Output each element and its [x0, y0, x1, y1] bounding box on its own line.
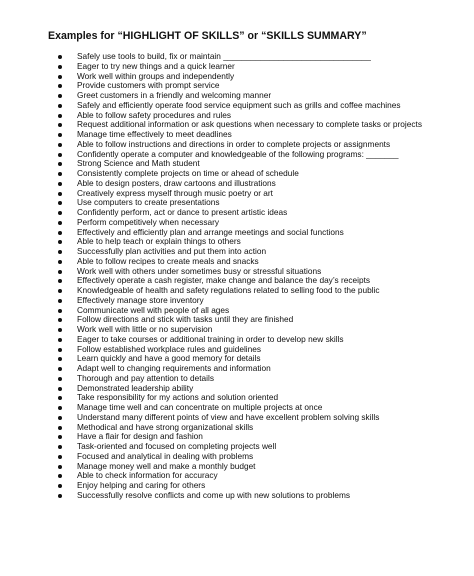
skill-text: Work well with little or no supervision: [77, 324, 213, 334]
bullet-icon: [58, 318, 62, 322]
skill-text: Able to follow recipes to create meals and snacks: [77, 255, 259, 266]
skill-text: Take responsibility for my actions and solution oriented: [77, 392, 279, 403]
bullet-icon: [58, 377, 62, 381]
bullet-icon: [58, 328, 62, 332]
bullet-icon: [58, 299, 62, 303]
skill-text: Creatively express myself through music poetry or art: [77, 187, 273, 198]
skill-text: Effectively manage store inventory: [77, 294, 204, 305]
skill-text: Work well within groups and independently: [77, 70, 235, 81]
bullet-icon: [58, 396, 62, 400]
skill-text: Confidently perform, act or dance to present artistic ideas: [77, 207, 288, 217]
skill-text: Manage money well and make a monthly budget: [77, 460, 256, 471]
skill-text: Successfully plan activities and put them into action: [77, 246, 267, 256]
bullet-icon: [58, 75, 62, 79]
bullet-icon: [58, 104, 62, 108]
skill-text: Consistently complete projects on time or ahead of schedule: [77, 168, 299, 178]
skill-text: Adapt well to changing requirements and information: [77, 363, 271, 373]
skill-text: Successfully resolve conflicts and come up with new solutions to problems: [77, 489, 351, 500]
skill-text: Learn quickly and have a good memory for details: [77, 353, 261, 364]
bullet-icon: [58, 465, 62, 469]
bullet-icon: [58, 348, 62, 352]
bullet-icon: [58, 406, 62, 410]
bullet-icon: [58, 114, 62, 118]
skill-text: Have a flair for design and fashion: [77, 431, 203, 442]
bullet-icon: [58, 494, 62, 498]
skill-text: Able to help teach or explain things to others: [77, 236, 241, 247]
bullet-icon: [58, 123, 62, 127]
skill-text: Follow established workplace rules and guidelines: [77, 343, 262, 354]
bullet-icon: [58, 153, 62, 157]
bullet-icon: [58, 143, 62, 147]
bullet-icon: [58, 426, 62, 430]
bullet-icon: [58, 231, 62, 235]
skill-text: Able to follow instructions and directions in order to complete projects or assignments: [77, 138, 391, 149]
bullet-icon: [58, 367, 62, 371]
bullet-icon: [58, 133, 62, 137]
skill-text: Able to follow safety procedures and rules: [77, 109, 232, 120]
bullet-icon: [58, 445, 62, 449]
bullet-icon: [58, 211, 62, 215]
bullet-icon: [58, 201, 62, 205]
skill-text: Able to check information for accuracy: [77, 470, 218, 481]
skill-text: Confidently operate a computer and knowledgeable of the following programs: _______: [77, 148, 399, 159]
bullet-icon: [58, 435, 62, 439]
skill-text: Methodical and have strong organizational skills: [77, 421, 254, 432]
skill-text: Manage time well and can concentrate on multiple projects at once: [77, 402, 323, 412]
bullet-icon: [58, 260, 62, 264]
bullet-icon: [58, 221, 62, 225]
skill-text: Task-oriented and focused on completing projects well: [77, 441, 277, 451]
skill-text: Communicate well with people of all ages: [77, 304, 230, 315]
skill-text: Strong Science and Math student: [77, 158, 200, 169]
skill-text: Understand many different points of view and have excellent problem solving skills: [77, 411, 380, 422]
bullet-icon: [58, 172, 62, 176]
bullet-icon: [58, 289, 62, 293]
skill-text: Effectively and efficiently plan and arrange meetings and social functions: [77, 226, 344, 237]
bullet-icon: [58, 416, 62, 420]
bullet-icon: [58, 357, 62, 361]
skill-text: Use computers to create presentations: [77, 197, 220, 208]
bullet-icon: [58, 270, 62, 274]
bullet-icon: [58, 484, 62, 488]
skill-text: Manage time effectively to meet deadlines: [77, 129, 232, 139]
skill-text: Safely use tools to build, fix or maintain ________________________________: [77, 51, 371, 61]
skill-text: Enjoy helping and caring for others: [77, 480, 206, 490]
bullet-icon: [58, 474, 62, 478]
skill-list-item: [56, 491, 436, 501]
skill-text: Focused and analytical in dealing with problems: [77, 450, 254, 461]
skill-text: Demonstrated leadership ability: [77, 382, 194, 393]
bullet-icon: [58, 94, 62, 98]
skill-text: Follow directions and stick with tasks until they are finished: [77, 314, 294, 325]
skill-text: Work well with others under sometimes busy or stressful situations: [77, 265, 322, 276]
bullet-icon: [58, 84, 62, 88]
bullet-icon: [58, 309, 62, 313]
bullet-icon: [58, 55, 62, 59]
bullet-icon: [58, 455, 62, 459]
bullet-icon: [58, 250, 62, 254]
bullet-icon: [58, 338, 62, 342]
skill-text: Perform competitively when necessary: [77, 216, 220, 227]
skills-list: [56, 52, 436, 501]
skill-text: Safely and efficiently operate food service equipment such as grills and coffee machines: [77, 99, 401, 110]
skill-text: Thorough and pay attention to details: [77, 372, 214, 383]
skill-text: Able to design posters, draw cartoons and illustrations: [77, 177, 276, 188]
skill-text: Greet customers in a friendly and welcoming manner: [77, 90, 272, 100]
skill-text: Eager to try new things and a quick learner: [77, 60, 235, 71]
bullet-icon: [58, 162, 62, 166]
bullet-icon: [58, 65, 62, 69]
bullet-icon: [58, 279, 62, 283]
bullet-icon: [58, 192, 62, 196]
skill-text: Eager to take courses or additional training in order to develop new skills: [77, 333, 344, 344]
skill-text: Request additional information or ask questions when necessary to complete tasks or projects: [77, 119, 422, 130]
document-title: Examples for “HIGHLIGHT OF SKILLS” or “SKILLS SUMMARY”: [48, 30, 367, 42]
bullet-icon: [58, 240, 62, 244]
skill-text: Provide customers with prompt service: [77, 80, 220, 91]
skill-text: Knowledgeable of health and safety regulations related to selling food to the public: [77, 285, 380, 295]
bullet-icon: [58, 387, 62, 391]
bullet-icon: [58, 182, 62, 186]
skill-text: Effectively operate a cash register, make change and balance the day’s receipts: [77, 275, 371, 286]
